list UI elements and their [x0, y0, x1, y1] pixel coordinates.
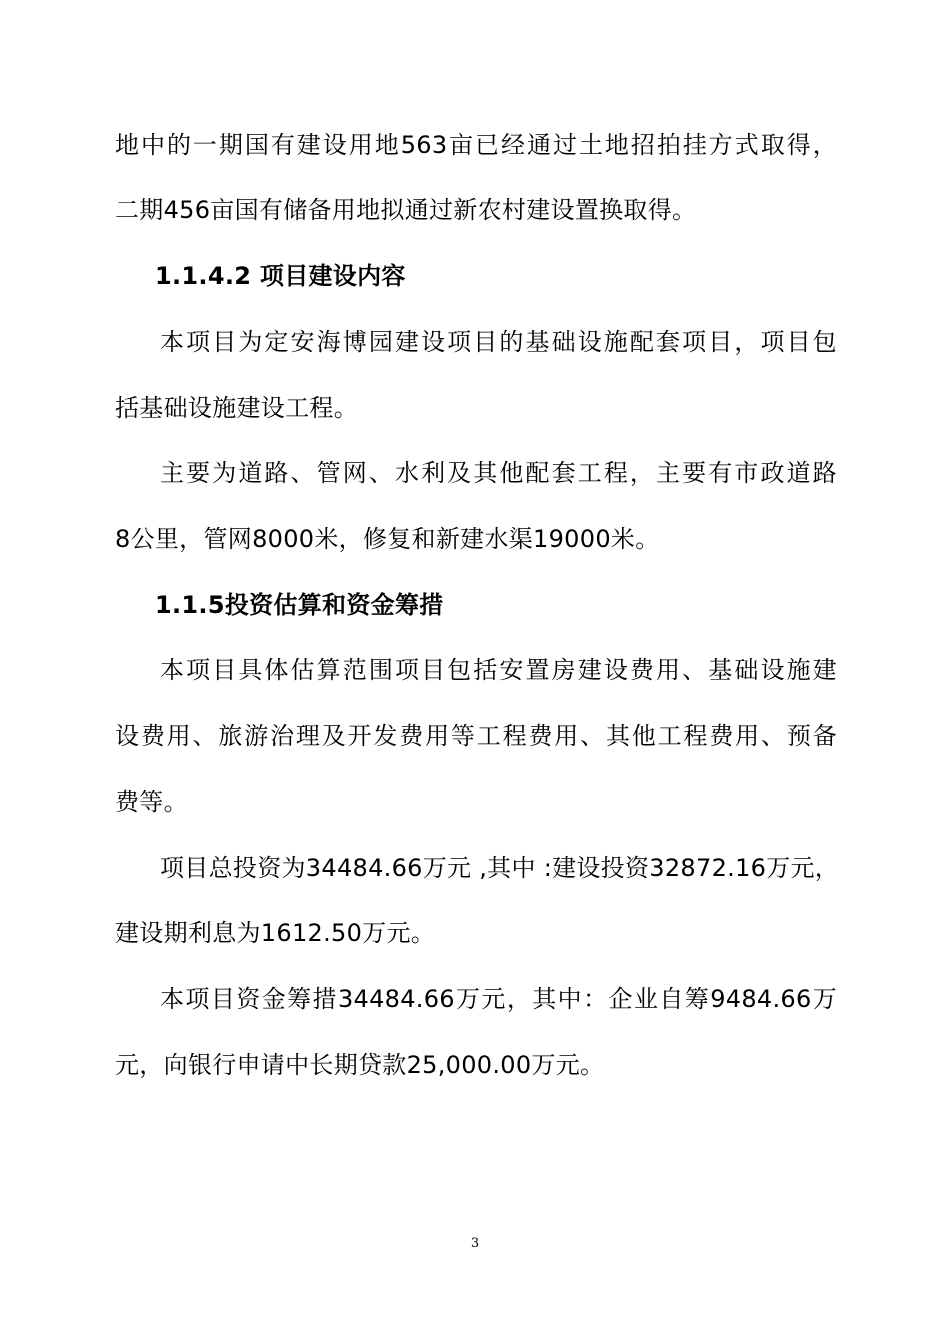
page-number: 3 — [470, 1236, 480, 1251]
paragraph-line: 8公里，管网8000米，修复和新建水渠19000米。 — [115, 525, 660, 553]
paragraph-line: 主要为道路、管网、水利及其他配套工程，主要有市政道路 — [160, 459, 837, 487]
paragraph-line: 地中的一期国有建设用地563亩已经通过土地招拍挂方式取得， — [115, 131, 837, 159]
paragraph-line: 建设期利息为1612.50万元。 — [115, 919, 436, 947]
paragraph-line: 项目总投资为34484.66万元 ,其中 :建设投资32872.16万元， — [160, 854, 840, 882]
paragraph-line: 费等。 — [115, 788, 188, 816]
section-heading: 1.1.4.2 项目建设内容 — [155, 262, 406, 290]
paragraph-line: 括基础设施建设工程。 — [115, 394, 358, 422]
paragraph-line: 本项目具体估算范围项目包括安置房建设费用、基础设施建 — [160, 656, 837, 684]
paragraph-line: 元，向银行申请中长期贷款25,000.00万元。 — [115, 1051, 605, 1079]
section-heading: 1.1.5投资估算和资金筹措 — [155, 591, 444, 619]
paragraph-line: 本项目为定安海博园建设项目的基础设施配套项目，项目包 — [160, 328, 837, 356]
paragraph-line: 本项目资金筹措34484.66万元，其中：企业自筹9484.66万 — [160, 985, 837, 1013]
paragraph-line: 设费用、旅游治理及开发费用等工程费用、其他工程费用、预备 — [115, 722, 837, 750]
paragraph-line: 二期456亩国有储备用地拟通过新农村建设置换取得。 — [115, 196, 697, 224]
